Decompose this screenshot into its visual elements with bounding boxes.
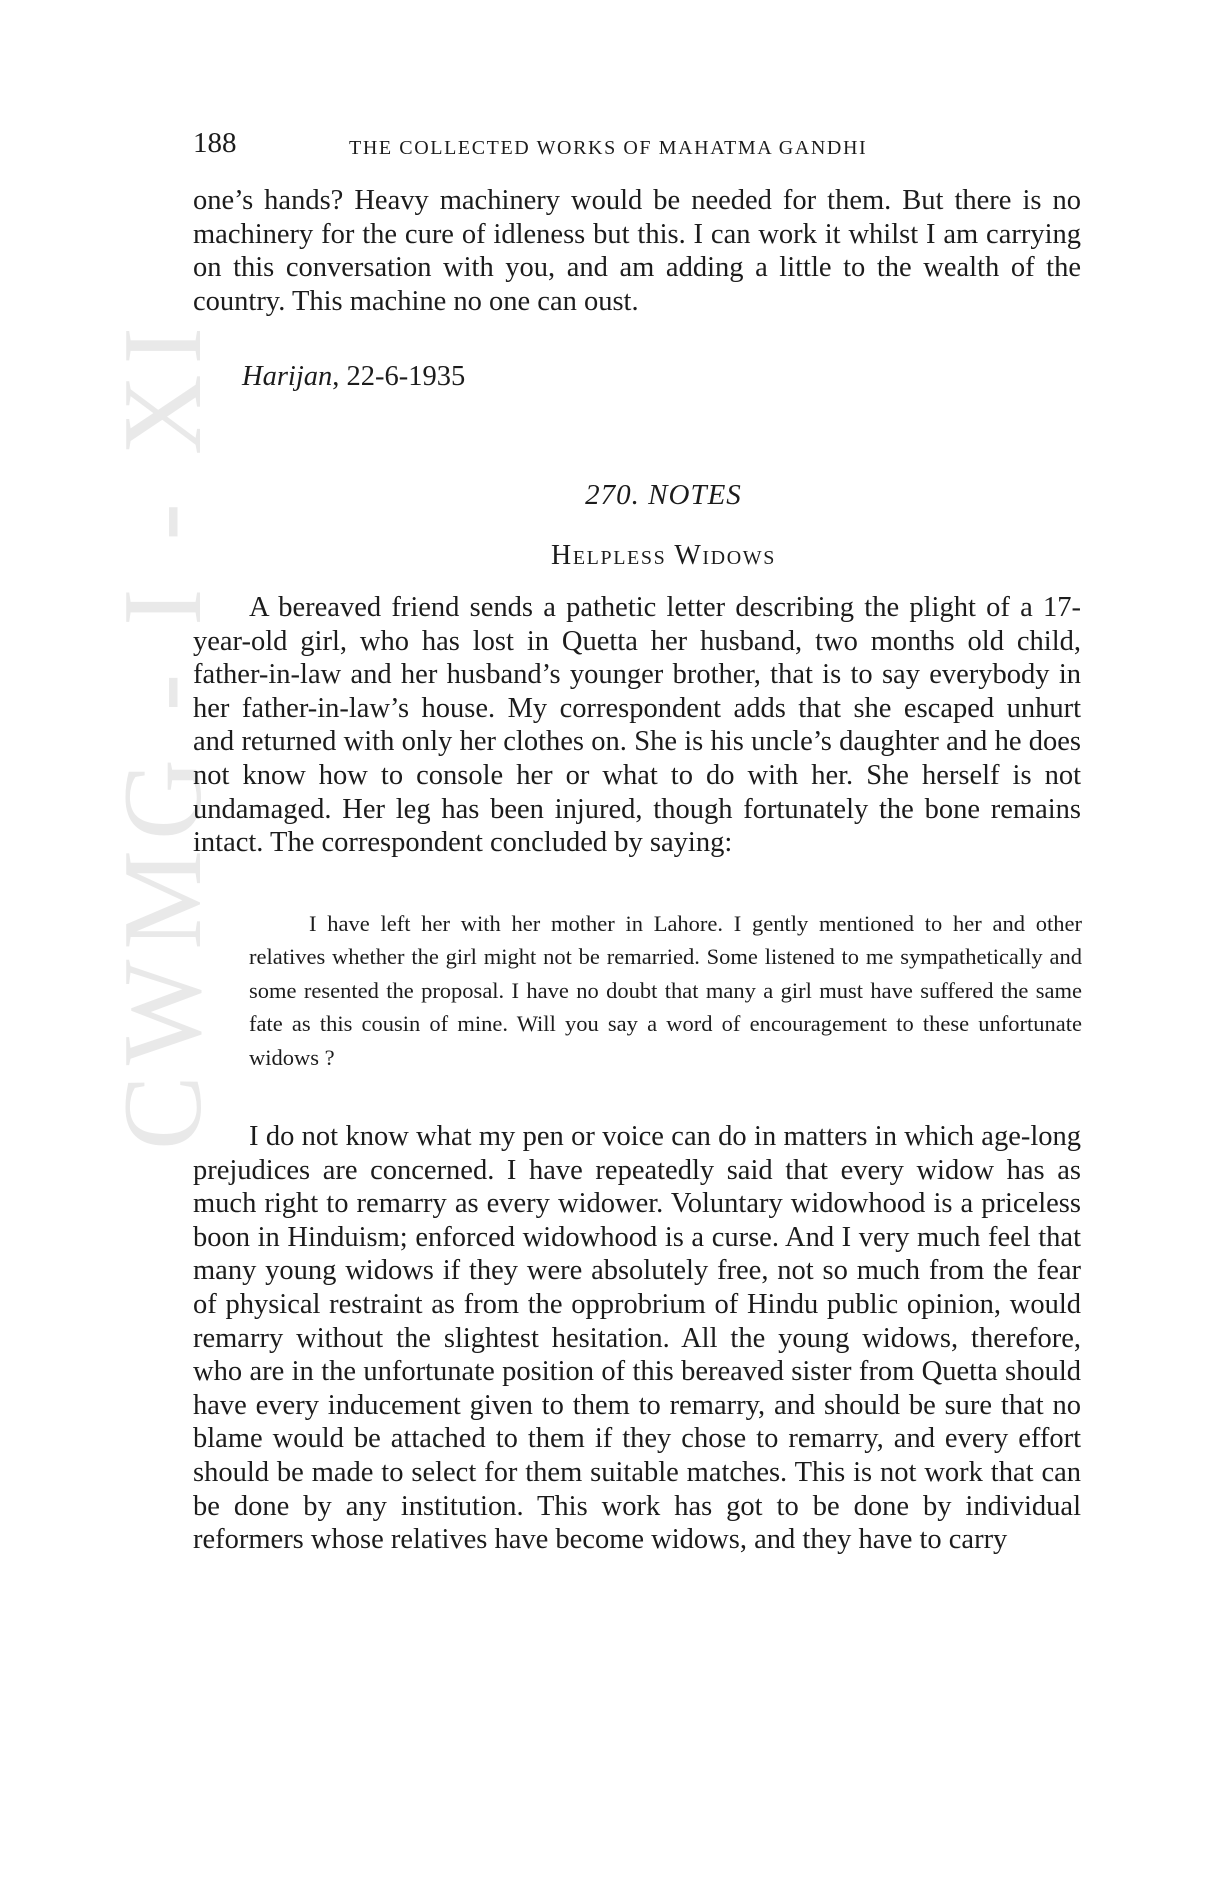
source-date: , 22-6-1935 (332, 361, 466, 392)
watermark: CWMG - I - XI (101, 317, 225, 1150)
body-paragraph-2: I do not know what my pen or voice can do in matters in which age-long prejudices are concerned. I have repeatedly said that every widow has as much right to remarry as every widower. Voluntary widowhood is a priceless boon in Hinduism; enforced widowhood is a curse. And I very much feel that many young widows if they were absolutely free, not so much from the fear of physical restraint as from the opprobrium of Hindu public opinion, would remarry without the slightest hesitation. All the young widows, therefore, who are in the unfortunate position of this bereaved sister from Quetta should have every inducement given to them to remarry, and should be sure that no blame would be attached to them if they chose to remarry, and every effort should be made to select for them suitable matches. This is not work that can be done by any institution. This work has got to be done by individual reformers whose relatives have become widows, and they have to carry (193, 1121, 1081, 1556)
letter-quote: I have left her with her mother in Lahore. I gently mentioned to her and other relatives whether the girl might not be remarried. Some listened to me sympathetically and some resented the proposal. I have no doubt that many a girl must have suffered the same fate as this cousin of mine. Will you say a word of encouragement to these unfortunate widows ? (249, 911, 1082, 1070)
continuation-paragraph: one’s hands? Heavy machinery would be needed for them. But there is no machinery for the cure of idleness but this. I can work it whilst I am carrying on this conversation with you, and am adding a little to the wealth of the country. This machine no one can oust. (193, 185, 1081, 317)
article-title: 270. NOTES (585, 479, 742, 511)
source-publication: Harijan (242, 361, 333, 392)
running-header (193, 127, 1083, 163)
page-number: 188 (193, 127, 237, 159)
source-citation (242, 361, 465, 393)
body-paragraph-1: A bereaved friend sends a pathetic letter describing the plight of a 17-year-old girl, who has lost in Quetta her husband, two months old child, father-in-law and her husband’s younger brother, that is to say everybody in her father-in-law’s house. My correspondent adds that she escaped unhurt and returned with only her clothes on. She is his uncle’s daughter and he does not know how to console her or what to do with her. She herself is not undamaged. Her leg has been injured, though fortunately the bone remains intact. The correspondent concluded by saying: (193, 592, 1081, 859)
section-heading: Helpless Widows (551, 540, 776, 571)
running-title: THE COLLECTED WORKS OF MAHATMA GANDHI (349, 137, 868, 159)
